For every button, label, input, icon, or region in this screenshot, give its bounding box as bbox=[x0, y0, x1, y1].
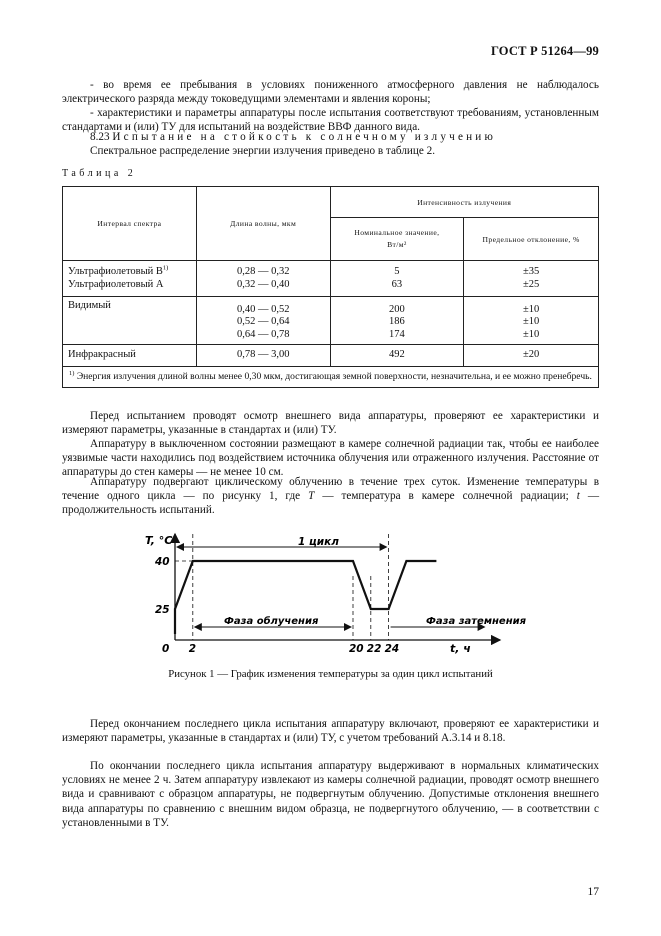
standard-header: ГОСТ Р 51264—99 bbox=[490, 44, 599, 58]
table-caption: Таблица 2 bbox=[62, 168, 137, 179]
y-axis-label: T, °C bbox=[145, 534, 173, 547]
temperature-cycle-chart bbox=[0, 526, 661, 666]
cycle-label: 1 цикл bbox=[298, 536, 339, 548]
x-tick-label: 20 bbox=[349, 643, 364, 655]
header-intensity: Интенсивность излучения bbox=[330, 187, 598, 218]
paragraph-table-ref: Спектральное распределение энергии излучения приведено в таблице 2. bbox=[90, 145, 436, 157]
figure-caption: Рисунок 1 — График изменения температуры за один цикл испытаний bbox=[168, 668, 493, 680]
paragraph-inspection: Перед испытанием проводят осмотр внешнего вида аппаратуры, проверяют ее характеристики и измеряют параметры, указанные в стандартах и (или) ТУ. bbox=[62, 410, 599, 437]
paragraph-2: - характеристики и параметры аппаратуры после испытания соответствуют требованиям, установленным стандартами и (или) ТУ для испытаний на воздействие ВВФ данного вида. bbox=[62, 107, 599, 134]
section-heading-8-23 bbox=[62, 130, 599, 144]
origin-label: 0 bbox=[162, 643, 170, 655]
table-row: Ультрафиолетовый $В^{1)}$ Ультрафиолетовый А 0,28 — 0,32 0,32 — 0,40 5 63 ±35 ±25 bbox=[63, 261, 599, 297]
spectrum-table bbox=[62, 186, 599, 388]
y-tick-25: 25 bbox=[155, 604, 170, 616]
paragraph-after-test: По окончании последнего цикла испытания аппаратуру выдерживают в нормальных климатических условиях не менее 2 ч. Затем аппаратуру извлекают из камеры солнечной радиации, проводят осмотр внешнего вида и сравнивают с образцом аппаратуры, не подвергнутым облучению. Допустимые отклонения внешнего вида аппаратуры по сравнению с внешним видом образца, не подвергнутого облучению, — в соответствии с установленными в ТУ. bbox=[62, 760, 599, 829]
section-number: 8.23 bbox=[90, 131, 110, 143]
header-wavelength: Длина волны, мкм bbox=[196, 187, 330, 261]
section-title: Испытание на стойкость к солнечному излучению bbox=[112, 131, 497, 143]
darkness-phase-label: Фаза затемнения bbox=[426, 616, 527, 627]
header-nominal-unit: Вт/м² bbox=[387, 240, 407, 249]
irradiation-phase-label: Фаза облучения bbox=[224, 616, 319, 627]
paragraph-final-check: Перед окончанием последнего цикла испытания аппаратуру включают, проверяют ее характеристики и измеряют параметры, указанные в стандартах и (или) ТУ, с учетом требований А.3.14 и 8.18. bbox=[62, 718, 599, 745]
paragraph-1: - во время ее пребывания в условиях пониженного атмосферного давления не наблюдалось электрического разряда между токоведущими элементами и явления короны; bbox=[62, 79, 599, 106]
paragraph-placement: Аппаратуру в выключенном состоянии размещают в камере солнечной радиации так, чтобы ее наиболее уязвимые части находились под воздействием источника облучения или отраженного излучения. Расстояние от аппаратуры до стен камеры — не менее 10 см. bbox=[62, 438, 599, 479]
table-row: Инфракрасный 0,78 — 3,00 492 ±20 bbox=[63, 345, 599, 367]
x-tick-label: 22 bbox=[366, 643, 382, 655]
page-number: 17 bbox=[587, 886, 599, 898]
x-ticks bbox=[189, 643, 399, 655]
x-axis-label: t, ч bbox=[450, 642, 471, 655]
header-interval: Интервал спектра bbox=[63, 187, 197, 261]
x-tick-label: 24 bbox=[384, 643, 400, 655]
header-nominal: Номинальное значение, Вт/м² bbox=[330, 218, 464, 261]
table-footnote-row bbox=[63, 367, 599, 388]
header-deviation: Предельное отклонение, % bbox=[464, 218, 599, 261]
table-footnote: $^{1)}$ Энергия излучения длиной волны менее 0,30 мкм, достигающая земной поверхности, незначительна, и ее можно пренебречь. bbox=[63, 367, 599, 388]
x-tick-label: 2 bbox=[188, 643, 197, 655]
y-tick-40: 40 bbox=[155, 556, 170, 568]
paragraph-cycle: Аппаратуру подвергают циклическому облучению в течение трех суток. Изменение температуры в течение одного цикла — по рисунку 1, где T — температура в камере солнечной радиации; t — продолжительность испытаний. bbox=[62, 476, 599, 517]
table-row: Видимый 0,40 — 0,52 0,52 — 0,64 0,64 — 0,78 200 186 174 ±10 ±10 ±10 bbox=[63, 297, 599, 345]
